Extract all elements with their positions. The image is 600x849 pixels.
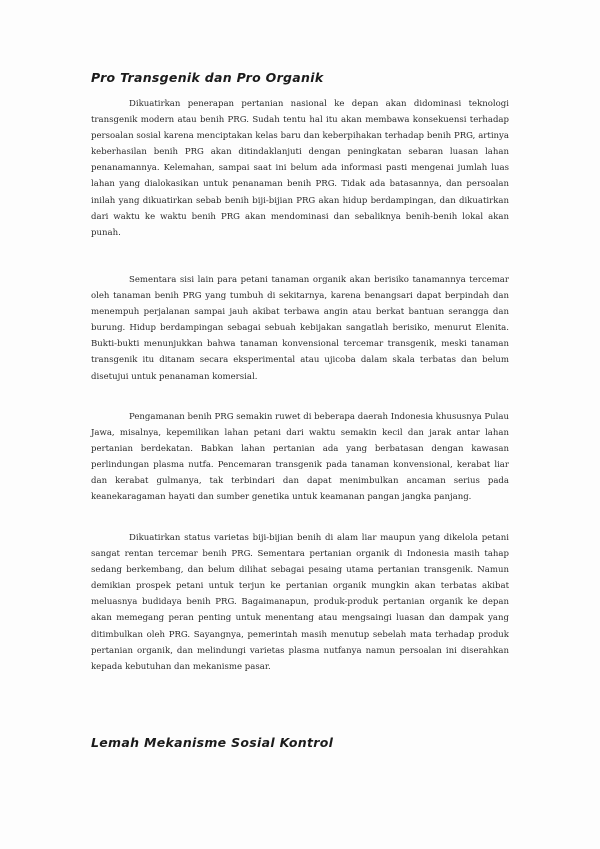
paragraph-1: Dikuatirkan penerapan pertanian nasional ke depan akan didominasi teknologi transgenik modern atau benih PRG. Sudah tentu hal itu akan membawa konsekuensi terhadap persoalan sosial karena menciptakan kelas baru dan keberpihakan terhadap benih PRG, artinya keberhasilan benih PRG akan ditindaklanjuti dengan peningkatan sebaran luasan lahan penanamannya. Kelemahan, sampai saat ini belum ada informasi pasti mengenai jumlah luas lahan yang dialokasikan untuk penanaman benih PRG. Tidak ada batasannya, dan persoalan inilah yang dikuatirkan sebab benih biji-bijian PRG akan hidup berdampingan, dan dikuatirkan dari waktu ke waktu benih PRG akan mendominasi dan sebaliknya benih-benih lokal akan punah. [91, 99, 509, 238]
section-heading-sosial-kontrol: Lemah Mekanisme Sosial Kontrol [91, 735, 334, 750]
paragraph-3: Pengamanan benih PRG semakin ruwet di beberapa daerah Indonesia khususnya Pulau Jawa, misalnya, kepemilikan lahan petani dari waktu semakin kecil dan jarak antar lahan pertanian berdekatan. Babkan lahan pertanian ada yang berbatasan dengan kawasan perlindungan plasma nutfa. Pencemaran transgenik pada tanaman konvensional, kerabat liar dan kerabat gulmanya, tak terbindari dan dapat menimbulkan ancaman serius pada keanekaragaman hayati dan sumber genetika untuk keamanan pangan jangka panjang. [91, 412, 509, 503]
section-heading-pro-transgenik: Pro Transgenik dan Pro Organik [91, 70, 324, 85]
paragraph-2: Sementara sisi lain para petani tanaman organik akan berisiko tanamannya tercemar oleh tanaman benih PRG yang tumbuh di sekitarnya, karena benangsari dapat berpindah dan menempuh perjalanan sampai jauh akibat terbawa angin atau berkat bantuan serangga dan burung. Hidup berdampingan sebagai sebuah kebijakan sangatlah berisiko, menurut Elenita. Bukti-bukti menunjukkan bahwa tanaman konvensional tercemar transgenik, meski tanaman transgenik itu ditanam secara eksperimental atau ujicoba dalam skala terbatas dan belum disetujui untuk penanaman komersial. [91, 275, 509, 382]
paragraph-4: Dikuatirkan status varietas biji-bijian benih di alam liar maupun yang dikelola petani sangat rentan tercemar benih PRG. Sementara pertanian organik di Indonesia masih tahap sedang berkembang, dan belum dilihat sebagai pesaing utama pertanian transgenik. Namun demikian prospek petani untuk terjun ke pertanian organik mungkin akan terbatas akibat meluasnya budidaya benih PRG. Bagaimanapun, produk-produk pertanian organik ke depan akan memegang peran penting untuk menentang atau mengsaingi luasan dan dampak yang ditimbulkan oleh PRG. Sayangnya, pemerintah masih menutup sebelah mata terhadap produk pertanian organik, dan melindungi varietas plasma nutfanya namun persoalan ini diserahkan kepada kebutuhan dan mekanisme pasar. [91, 533, 509, 672]
